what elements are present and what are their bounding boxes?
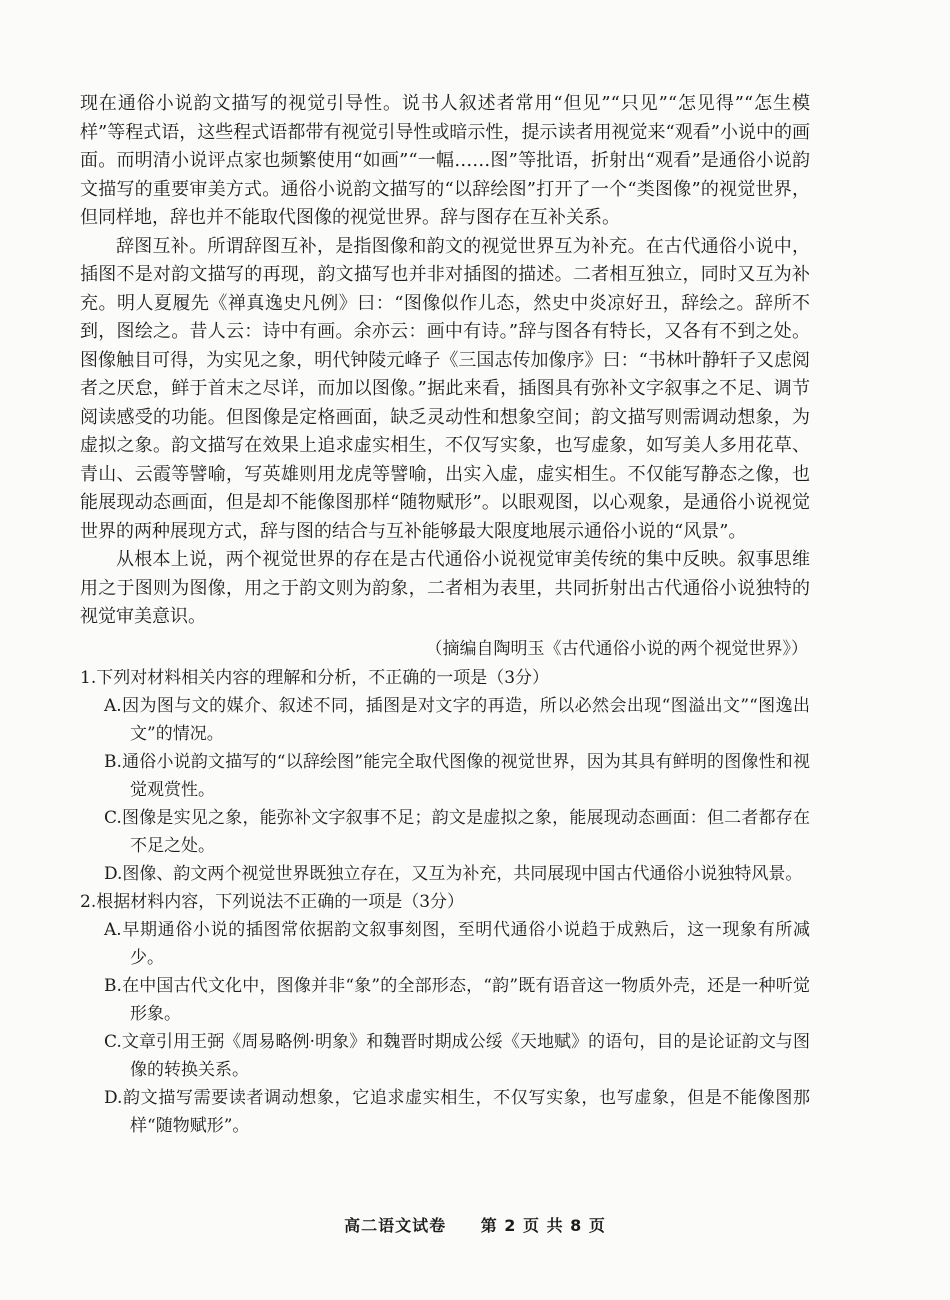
question-2-option-d: D.韵文描写需要读者调动想象，它追求虚实相生，不仅写实象，也写虚象，但是不能像图那样“随物赋形”。	[104, 1087, 810, 1136]
page-content	[80, 90, 810, 1140]
passage-source: （摘编自陶明玉《古代通俗小说的两个视觉世界》）	[425, 638, 808, 659]
question-1	[80, 664, 810, 888]
question-2	[80, 888, 810, 1140]
question-1-option-b: B.通俗小说韵文描写的“以辞绘图”能完全取代图像的视觉世界，因为其具有鲜明的图像性和视觉观赏性。	[104, 751, 810, 800]
passage-paragraph-1: 现在通俗小说韵文描写的视觉引导性。说书人叙述者常用“但见”“只见”“怎见得”“怎生模样”等程式语，这些程式语都带有视觉引导性或暗示性，提示读者用视觉来“观看”小说中的画面。而明清小说评点家也频繁使用“如画”“一幅……图”等批语，折射出“观看”是通俗小说韵文描写的重要审美方式。通俗小说韵文描写的“以辞绘图”打开了一个“类图像”的视觉世界，但同样地，辞也并不能取代图像的视觉世界。辞与图存在互补关系。	[80, 93, 810, 228]
question-2-option-b: B.在中国古代文化中，图像并非“象”的全部形态，“韵”既有语音这一物质外壳，还是一种听觉形象。	[104, 975, 810, 1024]
page-footer	[0, 1213, 950, 1236]
question-1-option-c: C.图像是实见之象，能弥补文字叙事不足；韵文是虚拟之象，能展现动态画面：但二者都存在不足之处。	[104, 807, 810, 856]
question-2-stem: 2.根据材料内容，下列说法不正确的一项是（3分）	[80, 891, 465, 912]
question-2-option-a: A.早期通俗小说的插图常依据韵文叙事刻图，至明代通俗小说趋于成熟后，这一现象有所减少。	[104, 919, 810, 968]
footer-page-number: 第 2 页 共 8 页	[480, 1216, 606, 1235]
question-1-option-a: A.因为图与文的媒介、叙述不同，插图是对文字的再造，所以必然会出现“图溢出文”“图逸出文”的情况。	[104, 695, 810, 744]
passage-paragraph-2: 辞图互补。所谓辞图互补，是指图像和韵文的视觉世界互为补充。在古代通俗小说中，插图不是对韵文描写的再现，韵文描写也并非对插图的描述。二者相互独立，同时又互为补充。明人夏履先《禅真逸史凡例》曰：“图像似作儿态，然史中炎凉好丑，辞绘之。辞所不到，图绘之。昔人云：诗中有画。余亦云：画中有诗。”辞与图各有特长，又各有不到之处。图像触目可得，为实见之象，明代钟陵元峰子《三国志传加像序》曰：“书林叶静轩子又虑阅者之厌怠，鲜于首末之尽详，而加以图像。”据此来看，插图具有弥补文字叙事之不足、调节阅读感受的功能。但图像是定格画面，缺乏灵动性和想象空间；韵文描写则需调动想象，为虚拟之象。韵文描写在效果上追求虚实相生，不仅写实象，也写虚象，如写美人多用花草、青山、云霞等譬喻，写英雄则用龙虎等譬喻，出实入虚，虚实相生。不仅能写静态之像，也能展现动态画面，但是却不能像图那样“随物赋形”。以眼观图，以心观象，是通俗小说视觉世界的两种展现方式，辞与图的结合与互补能够最大限度地展示通俗小说的“风景”。	[80, 235, 810, 542]
question-1-stem: 1.下列对材料相关内容的理解和分析，不正确的一项是（3分）	[80, 667, 550, 688]
footer-subject: 高二语文试卷	[344, 1216, 447, 1235]
question-1-option-d: D.图像、韵文两个视觉世界既独立存在，又互为补充，共同展现中国古代通俗小说独特风景。	[104, 863, 803, 884]
passage-paragraph-3: 从根本上说，两个视觉世界的存在是古代通俗小说视觉审美传统的集中反映。叙事思维用之于图则为图像，用之于韵文则为韵象，二者相为表里，共同折射出古代通俗小说独特的视觉审美意识。	[80, 549, 810, 627]
question-2-option-c: C.文章引用王弼《周易略例·明象》和魏晋时期成公绥《天地赋》的语句，目的是论证韵文与图像的转换关系。	[104, 1031, 810, 1080]
